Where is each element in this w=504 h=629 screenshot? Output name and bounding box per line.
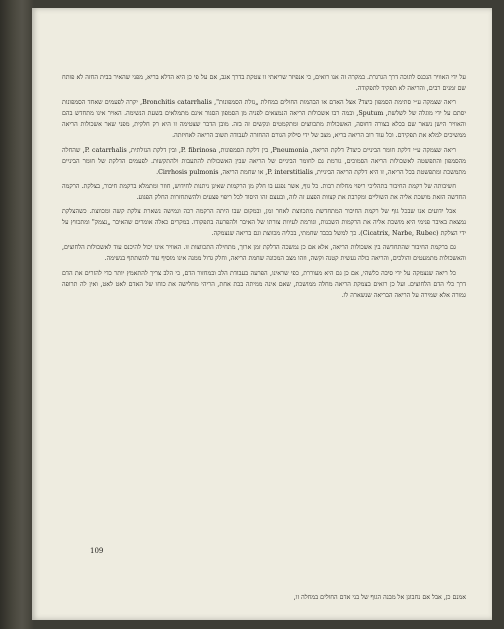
book-page xyxy=(32,8,492,620)
paragraph: על ידי האוויר הנכנס לתוכה דרך הגרגרת. במקרה זה אנו רואים, כי אנפיזר שריאתי זו צטקת בדרך אגב, אם על פי כן היא הדלא בריא, מפני שהאיר בבית החזה לא פותח שם זמנים רבים, והריאה לא תפקיד לתפקודה. xyxy=(62,74,466,93)
paragraph: ריאה שצמקה ע״י סתימת הסמפון כיצד? אצל האדם או הבהמות החולים במחלת „נזלת הסמפונות", Bronchitis catarrhalis, יקרה לפעמים שאחד הסמפונות יסתם על ידי מוגלה של לשלשת, Sputum, ובמה רבו אשכולות הריאה הנמצאים לפניה מן הסמפון הסגור אינם מתמלאים בשעת הנשימה. האויר אינו מתחדש בהם והאוויר הישן נשאר שם בכלא בצורה דחוסה, האשכולות מתכווצים ומתקמטים ונקשים זה בזה. מובן הדבר שצטימה זו היא רק חלקית, מפני שאר אשכולות הריאה ממשיכים למלא את תפקידם. וכל עוד רוב הריאה בריא, מצב של ידי סילוק הגורם ההחזרה לעבודה תשוב הריאה לאחיזתה. xyxy=(62,99,466,140)
page-number: 109 xyxy=(90,547,104,555)
continuation-line: אמנם כן, אבל אם נחבונן אל מבנה הגוף של בני אדם החולים במחלה זו, xyxy=(293,594,466,601)
paragraph: כל ריאה שנצמקה על ידי סיבה כלשהי, אם כן גם היא מעוררת, כפי שראינו, הפרעה בעבודת הלב ובמחזור הדם, כי הלב צריך להתאמץ יותר כדי להזרים את הדם דרך כלי הדם הלחוצים. ועל כן רואים בצמקת הריאה מחלה ממושכת, שאם אינה ממיתה בבת אחת, הריהי מחלישה את כוחו של האדם לאט לאט, ואין לה תרופה גמורה אלא שמירה על הריאה הבריאה שנשארה לו. xyxy=(62,269,466,299)
page-body xyxy=(62,72,466,304)
paragraph: חשיבותה של רקמת החיבור בתהליכי ריפוי מחלות רבות. כל גוף, אשר נפגע בו חלק מן הרקמות שאינן ניתנות לחידוש, חוזר ומתמלא ברקמת חיבור, בצלקת. הרקמה החדשה הזאת מושכת אליה את השוליים ומקרבת את קצוות הפצע זה לזה, ובעצם זהו היסוד לכל ריפוי פצעים ולהשתחזרות החלק הפגוע. xyxy=(62,182,466,201)
paragraph: ריאה שצמקה ע״י דלקת חומר הביניים כיצד? דלקת הריאה, Pneumonia, בין דלקת הסמפונות, P. fibrinosa, ובין דלקת הנזלתית, P. catarrhalis, שהחלה מהסמפון והתפשטה לאשכולות הריאה הסמוכים, גורמת גם לחומר הביניים של הריאה שבין האשכולות להתעבות ולהתקשות. לפעמים הדלקת של חומר הביניים מתמשכת ומתפשטת בכל הריאה, זו היא דלקת הריאה הביניית, P. interstitialis, או שחמת הריאה, Cirrhosis pulmonis. xyxy=(62,146,466,176)
paragraph: אבל ידועים אנו שבכל גוף של רקמת החיבור המתחדשת מתכווצת לאחר זמן, ובמקום שבו היתה הרקמה רכה וגמישה נשארת צלקת קשה ומכווצת. כשהצלקת נמצאת באיבר פנימי היא מושכת אליה את הרקמות השכנות, וגורמת לעיוות צורתו של האיבר ולהפרעה בתפקודו. במקרים כאלה אומרים שהאיבר „נצמק" ומתכווץ על ידי הצלקת (Cicatrix, Narbe, Rubec). כך למשל בכבד שחמתי, בכליה מכווצת וגם בריאה שנצמקה. xyxy=(62,208,466,238)
paragraph: גם ברקמת החיבור שהתחדשה בין אשכולות הריאה, אלא אם כן נמשכה הדלקת זמן ארוך, מתחילה התכווצות זו. האוויר אינו יכול להיכנס עוד לאשכולות הלחוצים, והאשכולות מתמעטים והולכים, והריאה כולה נעשית קטנה וקשה, וזהו מצב המכונה שחמת הריאה, וחלק גדול ממנה אינו מוסיף עוד להשתתף בנשימה. xyxy=(62,244,466,263)
